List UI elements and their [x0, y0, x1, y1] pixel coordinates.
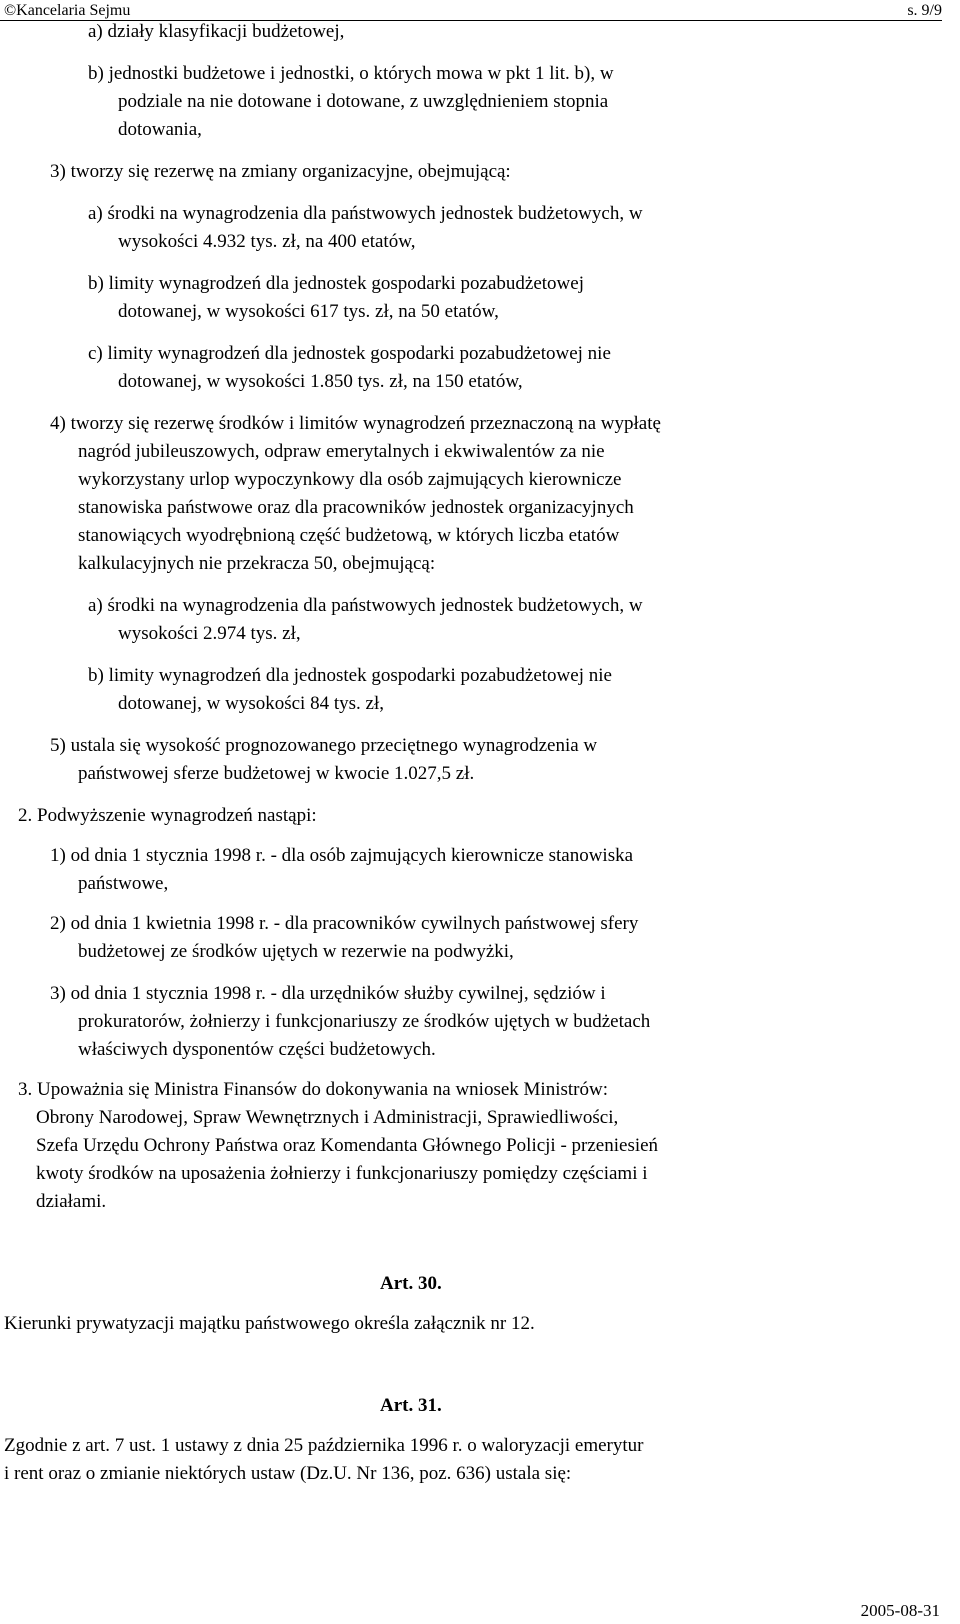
text-line: Zgodnie z art. 7 ust. 1 ustawy z dnia 25 października 1996 r. o waloryzacji emerytur — [4, 1435, 644, 1456]
text-line: państwowej sferze budżetowej w kwocie 1.027,5 zł. — [78, 763, 475, 784]
text-line: dotowanej, w wysokości 617 tys. zł, na 50 etatów, — [118, 301, 499, 322]
text-line: 5) ustala się wysokość prognozowanego przeciętnego wynagrodzenia w — [50, 735, 598, 756]
text-line: b) jednostki budżetowe i jednostki, o których mowa w pkt 1 lit. b), w — [88, 63, 614, 84]
text-line: c) limity wynagrodzeń dla jednostek gospodarki pozabudżetowej nie — [88, 343, 611, 364]
text-line: b) limity wynagrodzeń dla jednostek gospodarki pozabudżetowej — [88, 273, 584, 294]
text-line: stanowiących wyodrębnioną część budżetową, w których liczba etatów — [78, 525, 620, 546]
text-line: i rent oraz o zmianie niektórych ustaw (Dz.U. Nr 136, poz. 636) ustala się: — [4, 1463, 572, 1484]
text-line: podziale na nie dotowane i dotowane, z uwzględnieniem stopnia — [118, 91, 609, 112]
page-number: s. 9/9 — [907, 2, 942, 19]
text-line: 4) tworzy się rezerwę środków i limitów wynagrodzeń przeznaczoną na wypłatę — [50, 413, 661, 434]
article-heading: Art. 31. — [380, 1395, 442, 1416]
text-line: a) środki na wynagrodzenia dla państwowych jednostek budżetowych, w — [88, 595, 643, 616]
text-line: nagród jubileuszowych, odpraw emerytalnych i ekwiwalentów za nie — [78, 441, 605, 462]
text-line: Szefa Urzędu Ochrony Państwa oraz Komendanta Głównego Policji - przeniesień — [36, 1135, 659, 1156]
text-line: 3) tworzy się rezerwę na zmiany organizacyjne, obejmującą: — [50, 161, 511, 182]
text-line: kwoty środków na uposażenia żołnierzy i funkcjonariuszy pomiędzy częściami i — [36, 1163, 648, 1184]
text-line: 3. Upoważnia się Ministra Finansów do dokonywania na wniosek Ministrów: — [18, 1079, 608, 1100]
text-line: stanowiska państwowe oraz dla pracowników jednostek organizacyjnych — [78, 497, 634, 518]
text-line: a) środki na wynagrodzenia dla państwowych jednostek budżetowych, w — [88, 203, 643, 224]
footer-date: 2005-08-31 — [860, 1601, 940, 1620]
text-line: 1) od dnia 1 stycznia 1998 r. - dla osób zajmujących kierownicze stanowiska — [50, 845, 634, 866]
text-line: Kierunki prywatyzacji majątku państwowego określa załącznik nr 12. — [4, 1313, 535, 1334]
text-line: b) limity wynagrodzeń dla jednostek gospodarki pozabudżetowej nie — [88, 665, 612, 686]
text-line: wysokości 2.974 tys. zł, — [118, 623, 301, 644]
text-line: budżetowej ze środków ujętych w rezerwie na podwyżki, — [78, 941, 514, 962]
text-line: wysokości 4.932 tys. zł, na 400 etatów, — [118, 231, 416, 252]
text-line: kalkulacyjnych nie przekracza 50, obejmującą: — [78, 553, 436, 574]
text-line: dotowanej, w wysokości 84 tys. zł, — [118, 693, 384, 714]
text-line: 2. Podwyższenie wynagrodzeń nastąpi: — [18, 805, 317, 826]
text-line: 3) od dnia 1 stycznia 1998 r. - dla urzędników służby cywilnej, sędziów i — [50, 983, 606, 1004]
text-line: państwowe, — [78, 873, 169, 894]
text-line: dotowanej, w wysokości 1.850 tys. zł, na 150 etatów, — [118, 371, 523, 392]
text-line: dotowania, — [118, 119, 202, 140]
text-line: wykorzystany urlop wypoczynkowy dla osób zajmujących kierownicze — [78, 469, 622, 490]
text-line: a) działy klasyfikacji budżetowej, — [88, 21, 345, 42]
text-line: właściwych dysponentów części budżetowych. — [78, 1039, 436, 1060]
page-header-left: ©Kancelaria Sejmu — [4, 2, 131, 19]
article-heading: Art. 30. — [380, 1273, 442, 1294]
text-line: Obrony Narodowej, Spraw Wewnętrznych i Administracji, Sprawiedliwości, — [36, 1107, 619, 1128]
text-line: prokuratorów, żołnierzy i funkcjonariuszy ze środków ujętych w budżetach — [78, 1011, 651, 1032]
text-line: działami. — [36, 1191, 107, 1212]
text-line: 2) od dnia 1 kwietnia 1998 r. - dla pracowników cywilnych państwowej sfery — [50, 913, 639, 934]
